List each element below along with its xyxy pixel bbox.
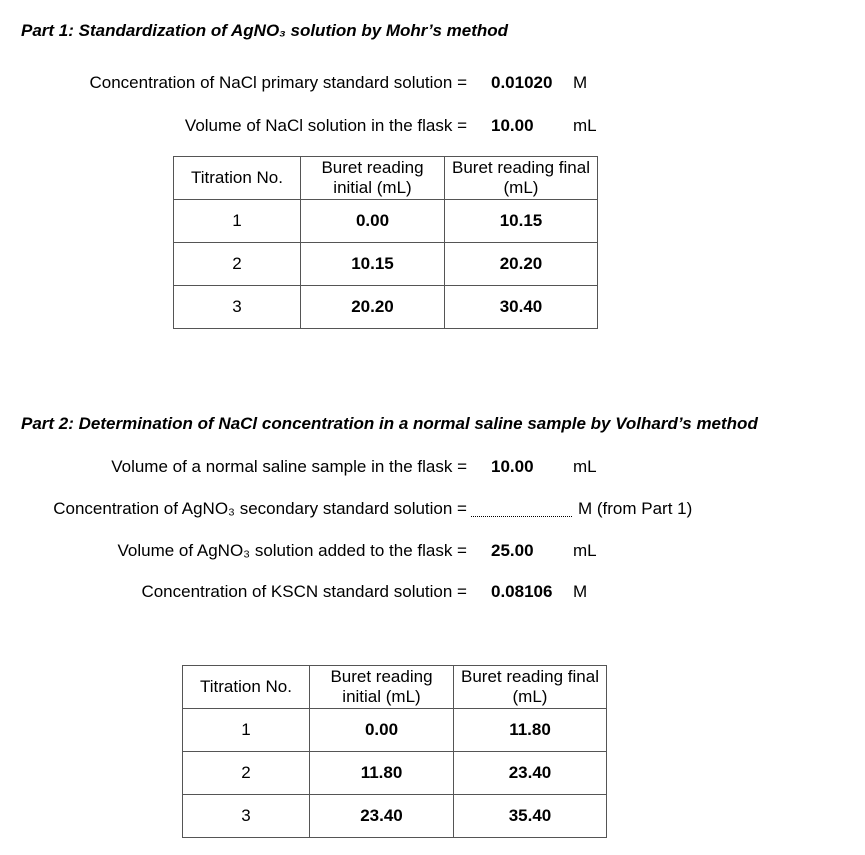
table-row <box>174 286 598 329</box>
initial-reading: 20.20 <box>301 286 445 329</box>
titration-no: 2 <box>183 752 310 795</box>
kscn-concentration-unit: M <box>573 582 588 601</box>
initial-reading: 0.00 <box>310 709 454 752</box>
kscn-concentration-label: Concentration of KSCN standard solution = <box>141 582 467 601</box>
agno3-volume-unit: mL <box>573 541 597 560</box>
agno3-volume-label: Volume of AgNO₃ solution added to the flask = <box>117 541 467 560</box>
header-final: Buret reading final (mL) <box>445 157 598 200</box>
final-reading: 10.15 <box>445 200 598 243</box>
agno3-volume-value: 25.00 <box>491 541 534 560</box>
header-titration-no: Titration No. <box>183 666 310 709</box>
nacl-volume-unit: mL <box>573 116 597 135</box>
titration-no: 1 <box>183 709 310 752</box>
header-initial: Buret reading initial (mL) <box>301 157 445 200</box>
agno3-concentration-label: Concentration of AgNO₃ secondary standard solution = <box>53 499 467 518</box>
initial-reading: 0.00 <box>301 200 445 243</box>
table-header-row <box>183 666 607 709</box>
initial-reading: 23.40 <box>310 795 454 838</box>
part1-titration-table <box>173 156 598 329</box>
titration-no: 3 <box>174 286 301 329</box>
final-reading: 30.40 <box>445 286 598 329</box>
nacl-concentration-label: Concentration of NaCl primary standard solution = <box>89 73 467 92</box>
saline-volume-label: Volume of a normal saline sample in the flask = <box>111 457 467 476</box>
agno3-concentration-unit: M (from Part 1) <box>578 499 693 518</box>
header-titration-no: Titration No. <box>174 157 301 200</box>
saline-volume-unit: mL <box>573 457 597 476</box>
final-reading: 11.80 <box>454 709 607 752</box>
nacl-volume-value: 10.00 <box>491 116 534 135</box>
header-initial: Buret reading initial (mL) <box>310 666 454 709</box>
initial-reading: 11.80 <box>310 752 454 795</box>
table-header-row <box>174 157 598 200</box>
titration-no: 3 <box>183 795 310 838</box>
kscn-concentration-value: 0.08106 <box>491 582 553 601</box>
titration-no: 2 <box>174 243 301 286</box>
nacl-concentration-value: 0.01020 <box>491 73 553 92</box>
table-row <box>183 795 607 838</box>
agno3-concentration-blank[interactable] <box>471 516 572 517</box>
table-row <box>174 200 598 243</box>
nacl-volume-label: Volume of NaCl solution in the flask = <box>184 116 467 135</box>
part2-titration-table <box>182 665 607 838</box>
part1-heading: Part 1: Standardization of AgNO₃ solution by Mohr’s method <box>21 21 509 40</box>
table-row <box>183 709 607 752</box>
initial-reading: 10.15 <box>301 243 445 286</box>
table-row <box>183 752 607 795</box>
table-row <box>174 243 598 286</box>
final-reading: 20.20 <box>445 243 598 286</box>
final-reading: 23.40 <box>454 752 607 795</box>
titration-no: 1 <box>174 200 301 243</box>
header-final: Buret reading final (mL) <box>454 666 607 709</box>
final-reading: 35.40 <box>454 795 607 838</box>
nacl-concentration-unit: M <box>573 73 588 92</box>
part2-heading: Part 2: Determination of NaCl concentration in a normal saline sample by Volhard’s method <box>21 414 758 433</box>
saline-volume-value: 10.00 <box>491 457 534 476</box>
